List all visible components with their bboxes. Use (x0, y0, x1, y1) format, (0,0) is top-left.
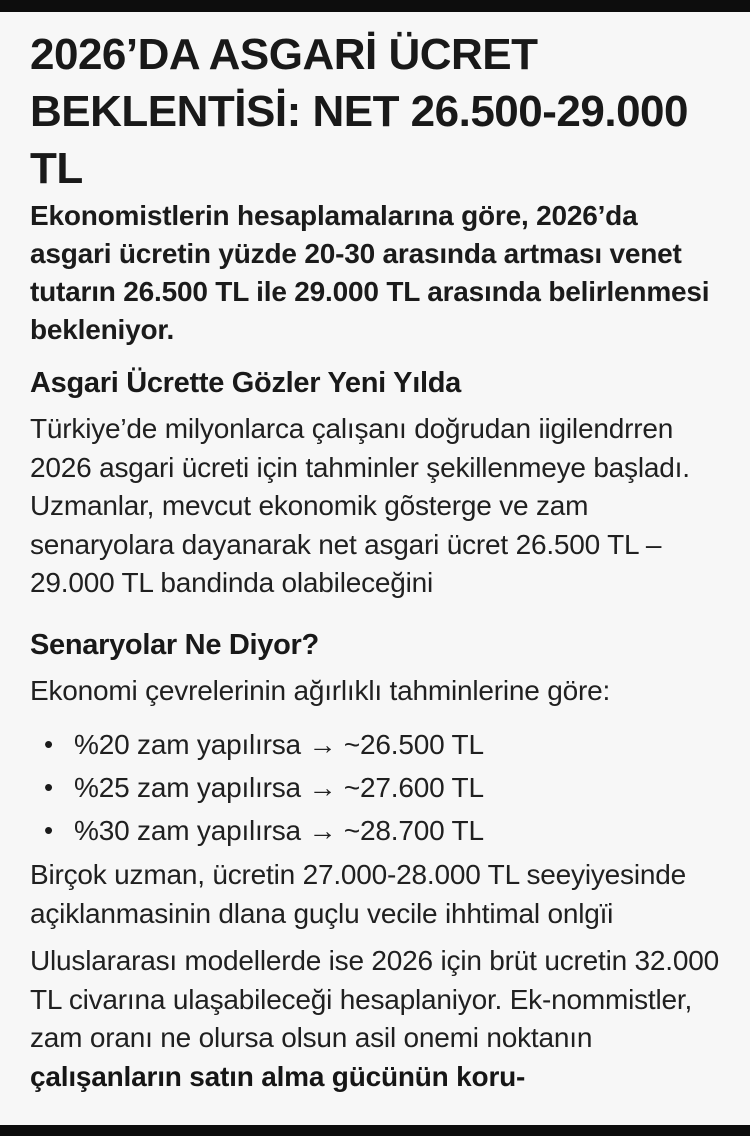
list-item (44, 809, 720, 852)
list-item (44, 723, 720, 766)
bottom-edge-bar (0, 1125, 750, 1136)
bullet-icon: • (44, 772, 53, 802)
bullet-icon: • (44, 815, 53, 845)
section-paragraph-asgari-ucrette: Türkiye’de milyonlarca çalışanı doğrudan iigilendrren 2026 asgari ücreti için tahminler şekillenmeye başladı. Uzmanlar, mevcut ekonomik gõsterge ve zam senaryolara dayanarak net asgari ücret 26.500 TL – 29.000 TL bandinda olabileceğini (30, 413, 690, 598)
list-item (44, 766, 720, 809)
scenario-text: %20 zam yapılırsa → ~26.500 TL (74, 729, 484, 760)
scenario-list (30, 723, 720, 852)
page-title: 2026’DA ASGARİ ÜCRET BEKLENTİSİ: NET 26.500-29.000 TL (30, 30, 688, 193)
top-edge-bar (0, 0, 750, 12)
closing-paragraph-regular: Uluslararası modellerde ise 2026 için brüt ucretin 32.000 TL civarına ulaşabileceği hesaplaniyor. Ek-nommistler, zam oranı ne olursa olsun asil onemi noktanın (30, 945, 719, 1053)
lead-paragraph: Ekonomistlerin hesaplamalarına göre, 2026’da asgari ücretin yüzde 20-30 arasında artması venet tutarın 26.500 TL ile 29.000 TL arasında belirlenmesi bekleniyor. (30, 200, 710, 345)
closing-paragraph (30, 942, 720, 1096)
scenario-text: %25 zam yapılırsa → ~27.600 TL (74, 772, 484, 803)
scenarios-intro: Ekonomi çevrelerinin ağırlıklı tahminlerine göre: (30, 674, 611, 706)
scenario-text: %30 zam yapılırsa → ~28.700 TL (74, 815, 484, 846)
section-heading-asgari-ucrette: Asgari Ücrette Gözler Yeni Yılda (30, 367, 461, 399)
bullet-icon: • (44, 729, 53, 759)
article (0, 12, 750, 1096)
scenarios-summary-paragraph: Birçok uzman, ücretin 27.000-28.000 TL seeyiyesinde açiklanmasinin dlana guçlu vecile ihhtimal onlgïi (30, 859, 686, 929)
closing-paragraph-bold: çalışanların satın alma gücünün koru- (30, 1060, 526, 1092)
section-heading-senaryolar: Senaryolar Ne Diyor? (30, 628, 319, 661)
